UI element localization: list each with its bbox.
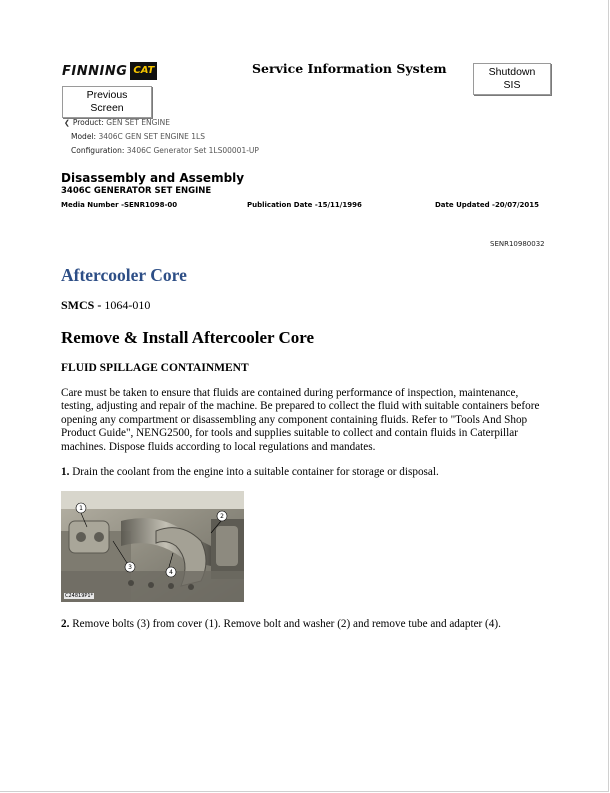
fluid-spillage-heading: FLUID SPILLAGE CONTAINMENT	[61, 362, 249, 374]
section-heading-aftercooler: Aftercooler Core	[61, 265, 187, 285]
callout-2: 2	[220, 513, 224, 520]
step-2	[61, 618, 501, 630]
media-number: Media Number -SENR1098-00	[61, 201, 178, 209]
step-1-number: 1.	[61, 466, 70, 478]
date-updated: Date Updated -20/07/2015	[435, 201, 540, 209]
figure-label: C24819P1*	[65, 593, 94, 599]
product-label: Product:	[72, 118, 104, 127]
system-title: Service Information System	[252, 61, 447, 76]
engine-photo-illustration	[61, 491, 244, 602]
step-2-text: Remove bolts (3) from cover (1). Remove bolt and washer (2) and remove tube and adapter (4).	[69, 618, 501, 630]
model-value: 3406C GEN SET ENGINE 1LS	[98, 132, 205, 141]
logo-cat-badge: CAT	[130, 62, 157, 80]
step-1-text: Drain the coolant from the engine into a suitable container for storage or disposal.	[69, 466, 439, 478]
step-1	[61, 466, 439, 478]
aftercooler-figure	[61, 491, 244, 602]
config-value: 3406C Generator Set 1LS00001-UP	[126, 146, 259, 155]
meta-model	[71, 132, 205, 141]
step-2-number: 2.	[61, 618, 70, 630]
model-label: Model:	[71, 132, 97, 141]
document-title: Disassembly and Assembly	[61, 171, 245, 185]
meta-product	[64, 118, 170, 127]
callout-4: 4	[169, 569, 173, 576]
smcs-label: SMCS -	[61, 298, 102, 312]
config-label: Configuration:	[71, 146, 125, 155]
shutdown-sis-button[interactable]: Shutdown SIS	[473, 63, 551, 95]
meta-configuration	[71, 146, 259, 155]
callout-3: 3	[128, 564, 132, 571]
fluid-spillage-paragraph: Care must be taken to ensure that fluids are contained during performance of inspection, maintenance, testing, adjusting and repair of the machine. Be prepared to collect the fluid with suitable containers before opening any compartment or disassembling any component containing fluids. Refer to "Tools And Shop Product Guide", NENG2500, for tools and supplies suitable to collect and contain fluids in Caterpillar machines. Dispose fluids according to local regulations and mandates.	[61, 387, 540, 453]
smcs-value: 1064-010	[101, 298, 151, 312]
callout-1: 1	[79, 505, 83, 512]
finning-cat-logo	[62, 60, 157, 82]
product-value: GEN SET ENGINE	[106, 118, 171, 127]
publication-date: Publication Date -15/11/1996	[247, 201, 362, 209]
reference-id: SENR10980032	[490, 240, 545, 248]
smcs-code	[61, 298, 150, 313]
logo-finning-text: FINNING	[62, 63, 128, 79]
document-subtitle: 3406C GENERATOR SET ENGINE	[61, 186, 212, 196]
procedure-heading: Remove & Install Aftercooler Core	[61, 328, 315, 347]
chevron-left-icon[interactable]: ❮	[64, 119, 70, 127]
previous-screen-button[interactable]: Previous Screen	[62, 86, 152, 118]
